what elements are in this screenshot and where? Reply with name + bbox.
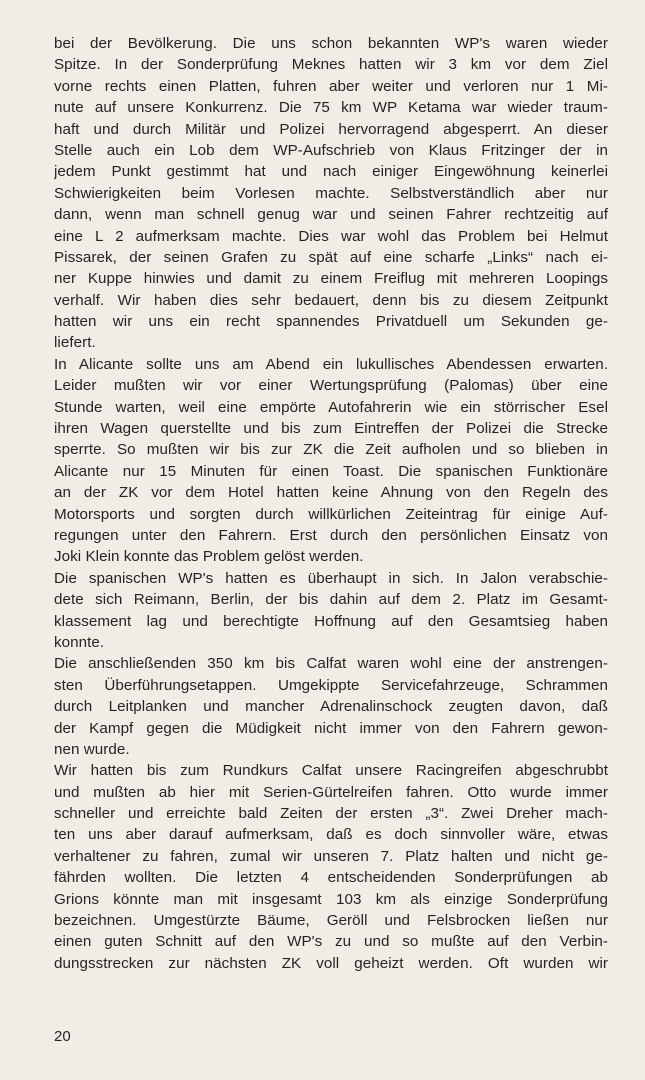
text-line: eine L 2 aufmerksam machte. Dies war wohl das Problem bei Helmut <box>54 227 608 245</box>
paragraph <box>54 354 608 568</box>
text-line: haft und durch Militär und Polizei hervorragend abgesperrt. An dieser <box>54 120 608 138</box>
text-line: Spitze. In der Sonderprüfung Meknes hatten wir 3 km vor dem Ziel <box>54 56 608 74</box>
text-line: liefert. <box>54 334 96 352</box>
text-line: fährden wollten. Die letzten 4 entscheidenden Sonderprüfungen ab <box>54 869 608 887</box>
text-line: regungen unter den Fahrern. Erst durch den persönlichen Einsatz von <box>54 526 608 544</box>
text-line: sten Überführungsetappen. Umgekippte Servicefahrzeuge, Schrammen <box>54 676 608 694</box>
text-line: Motorsports und sorgten durch willkürlichen Zeiteintrag für einige Auf- <box>54 505 608 523</box>
paragraph <box>54 653 608 760</box>
text-line: Die anschließenden 350 km bis Calfat waren wohl eine der anstrengen- <box>54 655 608 673</box>
text-line: Pissarek, der seinen Grafen zu spät auf eine scharfe „Links“ nach ei- <box>54 248 608 266</box>
text-line: ten uns aber darauf aufmerksam, daß es doch sinnvoller wäre, etwas <box>54 826 608 844</box>
text-line: Stelle auch ein Lob dem WP-Aufschrieb von Klaus Fritzinger der in <box>54 141 608 159</box>
text-line: dungsstrecken zur nächsten ZK voll geheizt werden. Oft wurden wir <box>54 954 608 972</box>
text-line: durch Leitplanken und mancher Adrenalinschock zeugten davon, daß <box>54 698 608 716</box>
text-line: Joki Klein konnte das Problem gelöst werden. <box>54 548 364 566</box>
paragraph <box>54 568 608 654</box>
text-line: Grions könnte man mit insgesamt 103 km als einzige Sonderprüfung <box>54 890 608 908</box>
text-line: In Alicante sollte uns am Abend ein lukullisches Abendessen erwarten. <box>54 355 608 373</box>
text-line: klassement lag und berechtigte Hoffnung auf den Gesamtsieg haben <box>54 612 608 630</box>
text-line: konnte. <box>54 633 105 651</box>
text-line: sperrte. So mußten wir bis zur ZK die Zeit aufholen und so blieben in <box>54 441 608 459</box>
text-line: einen guten Schnitt auf den WP's zu und so mußte auf den Verbin- <box>54 933 608 951</box>
text-line: Leider mußten wir vor einer Wertungsprüfung (Palomas) über eine <box>54 377 608 395</box>
page-number: 20 <box>54 1028 71 1045</box>
text-line: vorne rechts einen Platten, fuhren aber weiter und verloren nur 1 Mi- <box>54 77 608 95</box>
text-line: verhalf. Wir haben dies sehr bedauert, denn bis zu diesem Zeitpunkt <box>54 291 608 309</box>
text-line: ihren Wagen querstellte und bis zum Eintreffen der Polizei die Strecke <box>54 420 608 438</box>
text-line: dann, wenn man schnell genug war und seinen Fahrer rechtzeitig auf <box>54 206 608 224</box>
text-line: nute auf unsere Konkurrenz. Die 75 km WP Ketama war wieder traum- <box>54 99 608 117</box>
text-line: hatten wir uns ein recht spannendes Privatduell um Sekunden ge- <box>54 313 608 331</box>
text-line: der Kampf gegen die Müdigkeit nicht immer von den Fahrern gewon- <box>54 719 608 737</box>
text-line: Wir hatten bis zum Rundkurs Calfat unsere Racingreifen abgeschrubbt <box>54 762 608 780</box>
text-line: Stunde warten, weil eine empörte Autofahrerin wie ein störrischer Esel <box>54 398 608 416</box>
text-line: verhaltener zu fahren, zumal wir unseren 7. Platz halten und nicht ge- <box>54 847 608 865</box>
paragraph <box>54 33 608 354</box>
text-line: ner Kuppe hinwies und damit zu einem Freiflug mit mehreren Loopings <box>54 270 608 288</box>
text-line: bezeichnen. Umgestürzte Bäume, Geröll und Felsbrocken ließen nur <box>54 912 608 930</box>
text-line: nen wurde. <box>54 740 130 758</box>
text-line: bei der Bevölkerung. Die uns schon bekannten WP's waren wieder <box>54 35 608 52</box>
text-line: Schwierigkeiten beim Vorlesen machte. Selbstverständlich aber nur <box>54 184 608 202</box>
body-text <box>54 33 608 974</box>
text-line: schneller und erreichte bald Zeiten der ersten „3“. Zwei Dreher mach- <box>54 805 608 823</box>
text-line: und mußten ab hier mit Serien-Gürtelreifen fahren. Otto wurde immer <box>54 783 608 801</box>
text-line: jedem Punkt gestimmt hat und nach einiger Eingewöhnung keinerlei <box>54 163 608 181</box>
text-line: dete sich Reimann, Berlin, der bis dahin auf dem 2. Platz im Gesamt- <box>54 591 608 609</box>
text-line: an der ZK vor dem Hotel hatten keine Ahnung von den Regeln des <box>54 484 608 502</box>
text-line: Die spanischen WP's hatten es überhaupt in sich. In Jalon verabschie- <box>54 569 608 587</box>
paragraph <box>54 760 608 974</box>
text-line: Alicante nur 15 Minuten für einen Toast. Die spanischen Funktionäre <box>54 462 608 480</box>
